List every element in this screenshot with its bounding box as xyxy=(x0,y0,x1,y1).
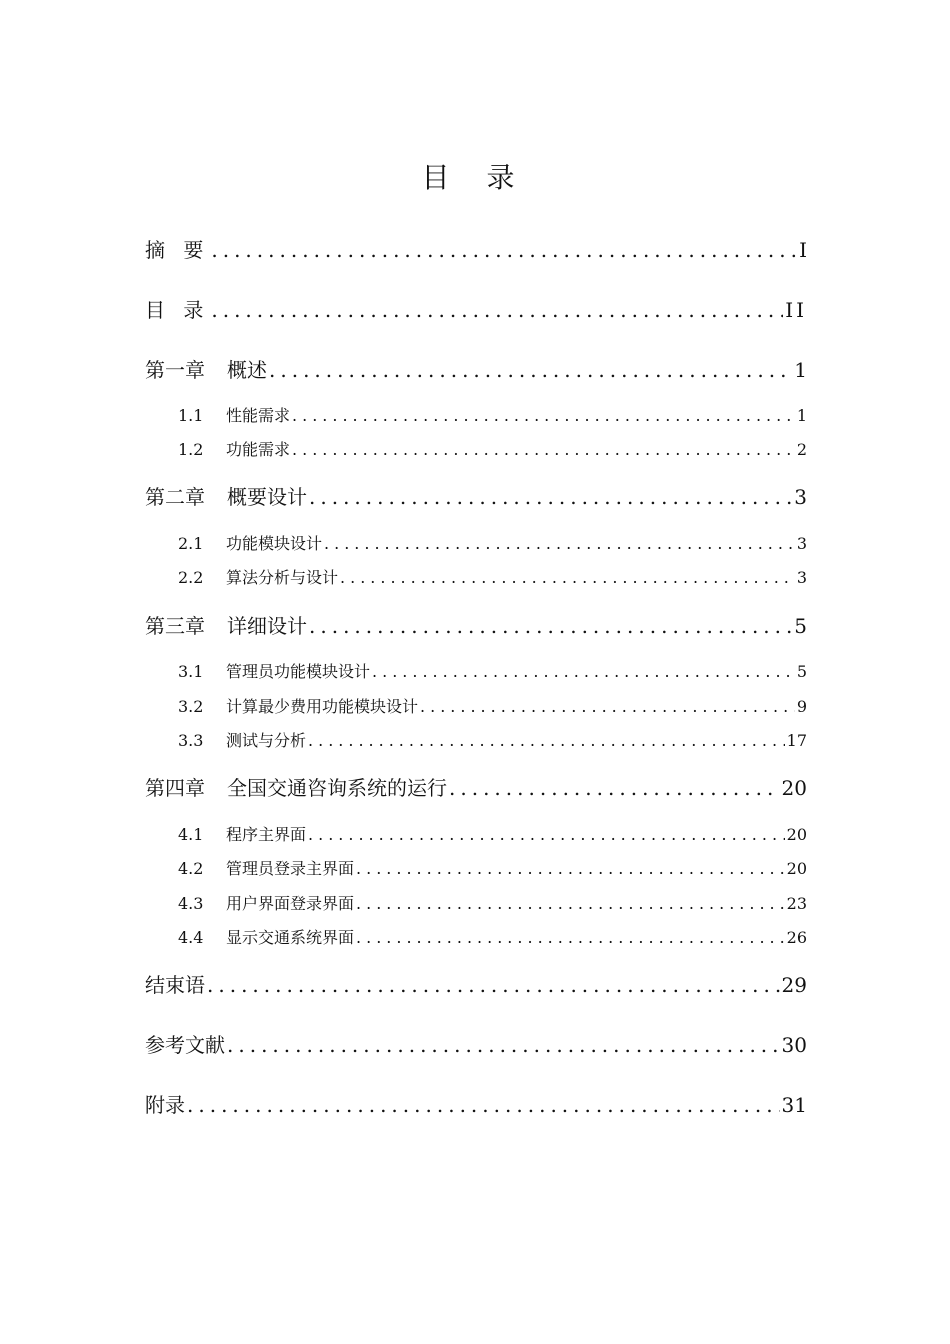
toc-leader xyxy=(309,612,792,640)
toc-label: 目 录 xyxy=(145,298,210,322)
toc-page-number: 31 xyxy=(781,1093,807,1117)
toc-page-number: 1 xyxy=(796,406,807,425)
toc-page-number: 30 xyxy=(781,1033,807,1057)
toc-leader xyxy=(309,483,792,511)
toc-section-number: 1.1 xyxy=(178,406,204,425)
toc-entry-3-2[interactable] xyxy=(178,696,807,718)
toc-label: 用户界面登录界面 xyxy=(226,894,355,913)
toc-leader xyxy=(449,774,780,802)
toc-label: 参考文献 xyxy=(145,1033,225,1057)
toc-page-number: 20 xyxy=(786,859,807,878)
toc-section-number: 3.2 xyxy=(178,697,204,716)
toc-entry-4-3[interactable] xyxy=(178,893,807,915)
toc-entry-references[interactable] xyxy=(145,1031,807,1059)
toc-leader xyxy=(340,567,795,589)
toc-label: 计算最少费用功能模块设计 xyxy=(226,697,419,716)
toc-chapter: 第三章 xyxy=(145,614,205,638)
toc-label: 功能模块设计 xyxy=(226,534,323,553)
toc-entry-2-2[interactable] xyxy=(178,567,807,589)
toc-entry-2-1[interactable] xyxy=(178,533,807,555)
toc-label: 程序主界面 xyxy=(226,825,307,844)
toc-leader xyxy=(211,296,783,324)
toc-section-number: 4.3 xyxy=(178,894,204,913)
toc-section-number: 3.3 xyxy=(178,731,204,750)
toc-label: 算法分析与设计 xyxy=(226,568,339,587)
toc-leader xyxy=(269,356,792,384)
toc-entry-4-2[interactable] xyxy=(178,858,807,880)
toc-page-number: 5 xyxy=(796,662,807,681)
toc-page-number: 17 xyxy=(786,731,807,750)
toc-label: 测试与分析 xyxy=(226,731,307,750)
toc-page-number: 3 xyxy=(796,568,807,587)
toc-page-number: 26 xyxy=(786,928,807,947)
toc-entry-1-2[interactable] xyxy=(178,439,807,461)
toc-label: 概要设计 xyxy=(227,485,307,509)
toc-entry-conclusion[interactable] xyxy=(145,971,807,999)
toc-section-number: 4.1 xyxy=(178,825,204,844)
toc-section-number: 2.2 xyxy=(178,568,204,587)
toc-entry-chapter-3[interactable] xyxy=(145,612,807,640)
toc-entry-chapter-2[interactable] xyxy=(145,483,807,511)
toc-chapter: 第一章 xyxy=(145,358,205,382)
toc-entry-3-3[interactable] xyxy=(178,730,807,752)
toc-leader xyxy=(187,1091,780,1119)
toc-entry-chapter-4[interactable] xyxy=(145,774,807,802)
toc-label: 功能需求 xyxy=(226,440,291,459)
toc-label: 结束语 xyxy=(145,973,205,997)
toc-entry-contents[interactable] xyxy=(145,296,807,324)
toc-entry-3-1[interactable] xyxy=(178,661,807,683)
toc-label: 显示交通系统界面 xyxy=(226,928,355,947)
toc-label: 管理员功能模块设计 xyxy=(226,662,371,681)
toc-label: 摘 要 xyxy=(145,238,210,262)
toc-leader xyxy=(324,533,795,555)
toc-page-number: 23 xyxy=(786,894,807,913)
toc-entry-abstract[interactable] xyxy=(145,236,807,264)
toc-label: 概述 xyxy=(227,358,267,382)
toc-leader xyxy=(308,824,785,846)
toc-label: 详细设计 xyxy=(227,614,307,638)
toc-chapter: 第四章 xyxy=(145,776,205,800)
toc-leader xyxy=(211,236,797,264)
toc-label: 管理员登录主界面 xyxy=(226,859,355,878)
toc-leader xyxy=(356,927,785,949)
page-title: 目 录 xyxy=(421,161,529,194)
toc-page-number: I xyxy=(799,238,807,262)
toc-page-number: 9 xyxy=(796,697,807,716)
toc-page-number: 29 xyxy=(781,973,807,997)
toc-section-number: 4.4 xyxy=(178,928,204,947)
toc-chapter: 第二章 xyxy=(145,485,205,509)
toc-page-number: 20 xyxy=(786,825,807,844)
toc-section-number: 4.2 xyxy=(178,859,204,878)
toc-page-number: 3 xyxy=(796,534,807,553)
toc-section-number: 3.1 xyxy=(178,662,204,681)
toc-entry-chapter-1[interactable] xyxy=(145,356,807,384)
toc-leader xyxy=(356,858,785,880)
toc-leader xyxy=(356,893,785,915)
toc-page-number: 1 xyxy=(794,358,807,382)
toc-leader xyxy=(308,730,785,752)
toc-page-number: 20 xyxy=(781,776,807,800)
toc-entry-4-1[interactable] xyxy=(178,824,807,846)
toc-label: 性能需求 xyxy=(226,406,291,425)
toc-leader xyxy=(420,696,795,718)
toc-leader xyxy=(292,405,795,427)
toc-section-number: 1.2 xyxy=(178,440,204,459)
toc-leader xyxy=(207,971,780,999)
toc-entry-4-4[interactable] xyxy=(178,927,807,949)
toc-entry-appendix[interactable] xyxy=(145,1091,807,1119)
toc-leader xyxy=(227,1031,780,1059)
toc-section-number: 2.1 xyxy=(178,534,204,553)
toc-page-number: II xyxy=(785,298,807,322)
toc-leader xyxy=(372,661,795,683)
toc-leader xyxy=(292,439,795,461)
toc-page-number: 5 xyxy=(794,614,807,638)
toc-label: 附录 xyxy=(145,1093,185,1117)
toc-page-number: 3 xyxy=(794,485,807,509)
toc-entry-1-1[interactable] xyxy=(178,405,807,427)
toc-page-number: 2 xyxy=(796,440,807,459)
toc-label: 全国交通咨询系统的运行 xyxy=(227,776,447,800)
